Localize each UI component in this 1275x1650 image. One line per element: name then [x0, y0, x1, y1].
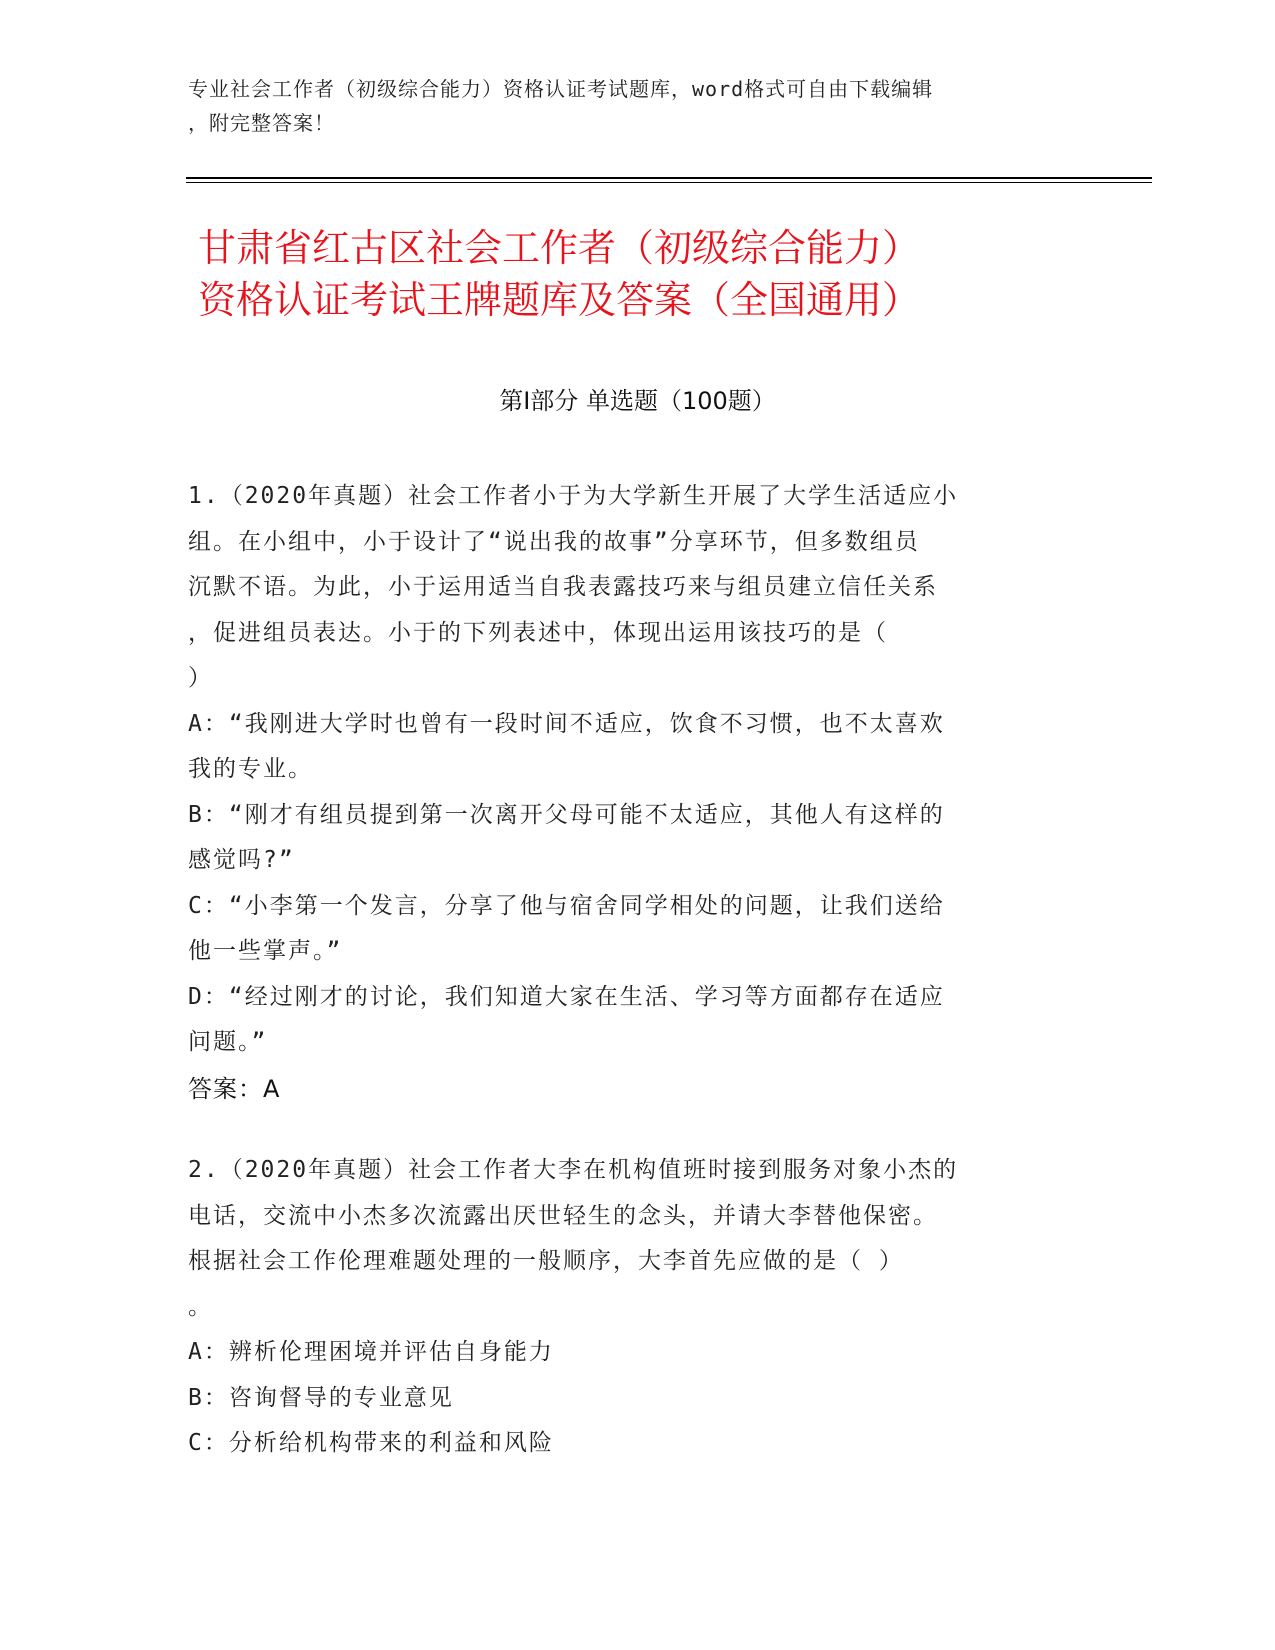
- option-line: C：“小李第一个发言，分享了他与宿舍同学相处的问题，让我们送给: [188, 892, 945, 919]
- question-1: [188, 474, 1068, 1112]
- section-heading: 第Ⅰ部分 单选题（100题）: [499, 387, 776, 415]
- question-stem-line: 组。在小组中，小于设计了“说出我的故事”分享环节，但多数组员: [188, 528, 920, 555]
- option-line: A：辨析伦理困境并评估自身能力: [188, 1339, 554, 1365]
- question-stem-line: 根据社会工作伦理难题处理的一般顺序，大李首先应做的是（ ）: [188, 1248, 904, 1274]
- question-2: [188, 1148, 1068, 1467]
- header-rule-thin: [186, 182, 1152, 183]
- option-line: D：“经过刚才的讨论，我们知道大家在生活、学习等方面都存在适应: [188, 983, 945, 1010]
- option-line: 感觉吗?”: [188, 847, 295, 873]
- question-stem-line: ）: [188, 665, 213, 691]
- document-title: [198, 222, 1078, 326]
- option-line: 问题。”: [188, 1029, 268, 1055]
- option-line: C：分析给机构带来的利益和风险: [188, 1430, 554, 1456]
- option-a: [188, 1330, 1068, 1376]
- question-stem-line: 电话，交流中小杰多次流露出厌世轻生的念头，并请大李替他保密。: [188, 1202, 938, 1229]
- question-stem-line: 2.（2020年真题）社会工作者大李在机构值班时接到服务对象小杰的: [188, 1157, 959, 1183]
- question-stem-line: ，促进组员表达。小于的下列表述中，体现出运用该技巧的是（: [188, 619, 888, 646]
- option-line: 他一些掌声。”: [188, 938, 343, 964]
- question-stem-line: 。: [188, 1293, 213, 1320]
- answer-line: 答案：A: [188, 1074, 281, 1103]
- header-rule-thick: [186, 177, 1152, 179]
- option-line: B：咨询督导的专业意见: [188, 1384, 454, 1411]
- option-b: [188, 1376, 1068, 1422]
- title-line: 资格认证考试王牌题库及答案（全国通用）: [198, 278, 921, 322]
- header-note: [188, 72, 1068, 140]
- option-line: A：“我刚进大学时也曾有一段时间不适应，饮食不习惯，也不太喜欢: [188, 710, 945, 737]
- option-line: 我的专业。: [188, 756, 313, 782]
- question-stem-line: 沉默不语。为此，小于运用适当自我表露技巧来与组员建立信任关系: [188, 574, 938, 600]
- option-c: [188, 1421, 1068, 1467]
- option-c: [188, 884, 1068, 975]
- option-b: [188, 793, 1068, 884]
- option-d: [188, 975, 1068, 1066]
- header-note-line: 专业社会工作者（初级综合能力）资格认证考试题库，word格式可自由下载编辑: [188, 77, 934, 101]
- title-line: 甘肃省红古区社会工作者（初级综合能力）: [198, 226, 921, 270]
- option-a: [188, 702, 1068, 793]
- option-line: B：“刚才有组员提到第一次离开父母可能不太适应，其他人有这样的: [188, 801, 945, 828]
- question-stem-line: 1.（2020年真题）社会工作者小于为大学新生开展了大学生活适应小: [188, 483, 959, 509]
- header-note-line: ，附完整答案！: [188, 111, 335, 135]
